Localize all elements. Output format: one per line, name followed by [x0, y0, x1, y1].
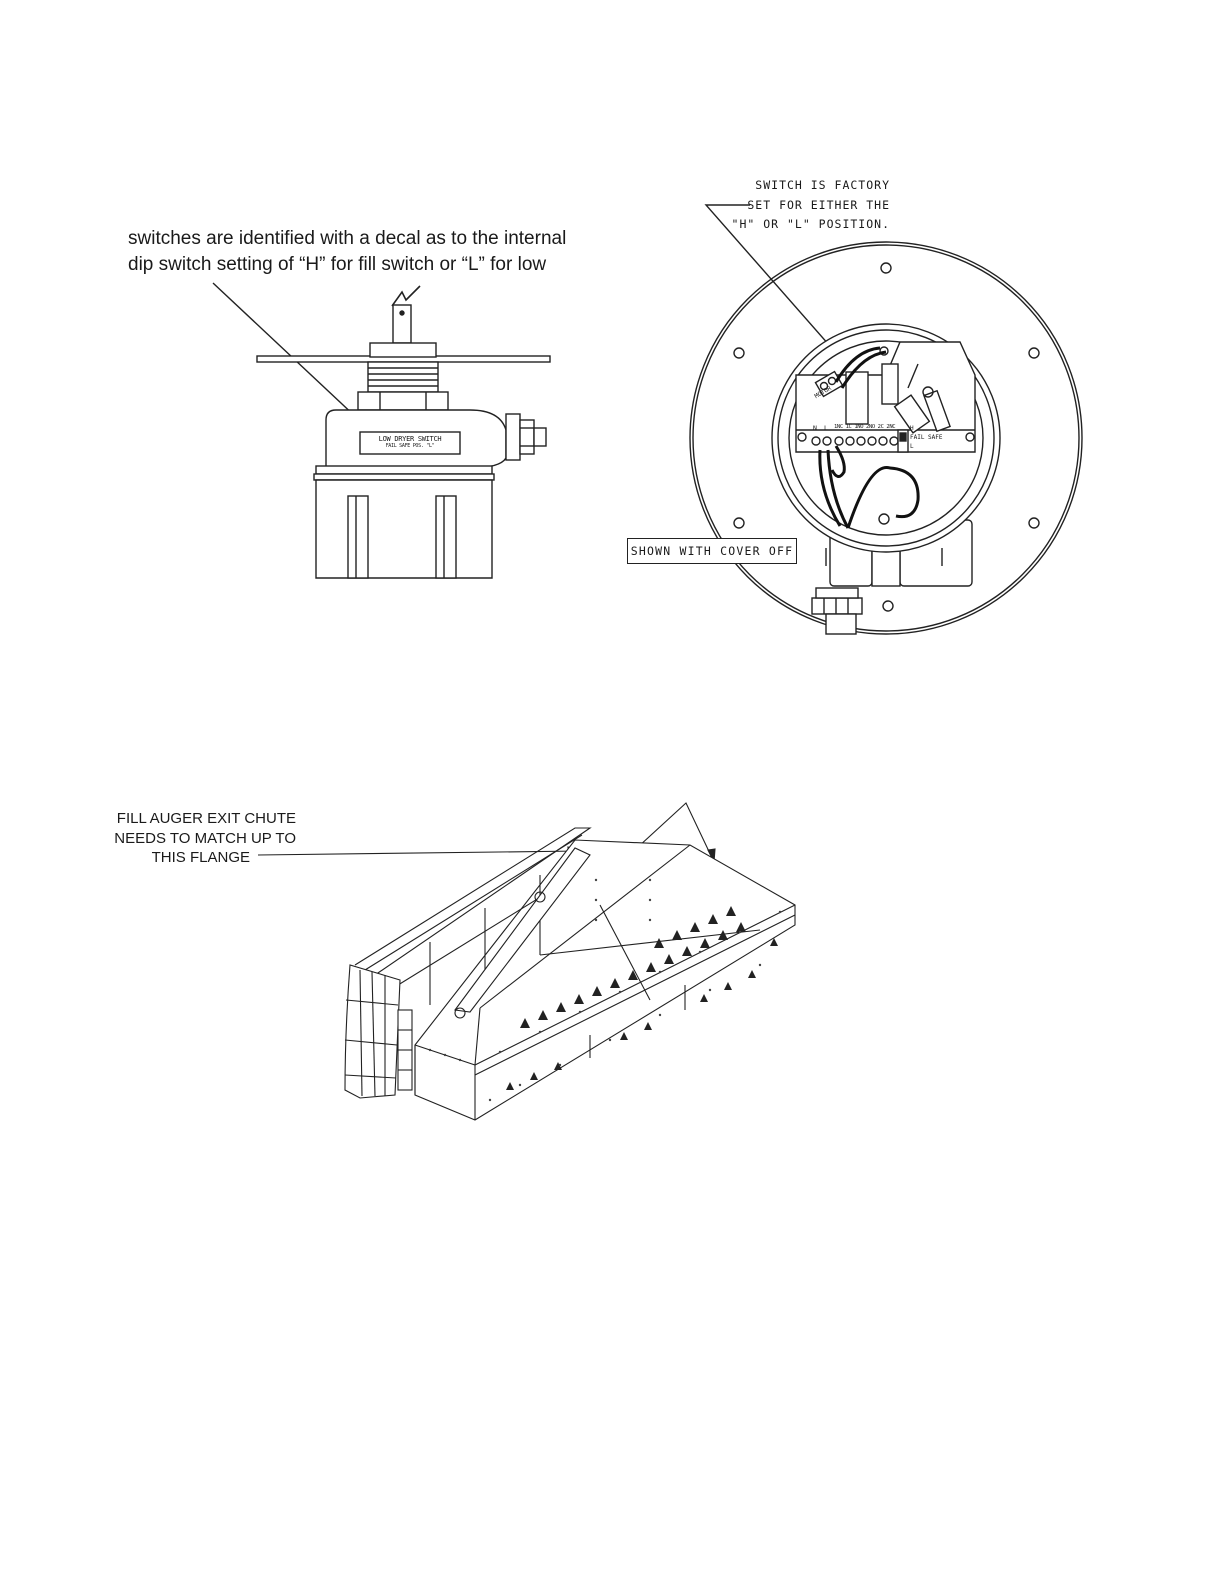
terminal-l-label: L [824, 424, 828, 432]
callout-line-1: switches are identified with a decal as to the internal [128, 228, 567, 249]
dip-l-label: L [910, 443, 914, 450]
motor-label: MOTOR [813, 384, 833, 401]
note-line-2: SET FOR EITHER THE [747, 197, 890, 212]
dip-h-label: H [910, 425, 914, 432]
note-line-1: SWITCH IS FACTORY [755, 178, 890, 192]
fill-line-3: THIS FLANGE [151, 849, 250, 866]
decal-line-1: LOW DRYER SWITCH [378, 435, 442, 443]
terminal-numbers-label: 1NC 1C 1NO 2NO 2C 2NC [834, 424, 896, 430]
note-line-3: "H" OR "L" POSITION. [731, 217, 890, 231]
roof-outline [415, 840, 795, 1120]
callout-line-2: dip switch setting of “H” for fill switch or “L” for low [128, 254, 547, 275]
terminal-n-label: N [813, 424, 817, 432]
fill-line-1: FILL AUGER EXIT CHUTE [116, 810, 296, 827]
fill-line-2: NEEDS TO MATCH UP TO [114, 829, 296, 847]
fail-safe-label: FAIL SAFE [910, 434, 943, 441]
decal-line-2: FAIL SAFE POS. "L" [385, 443, 435, 449]
cover-off-label: SHOWN WITH COVER OFF [627, 538, 797, 564]
